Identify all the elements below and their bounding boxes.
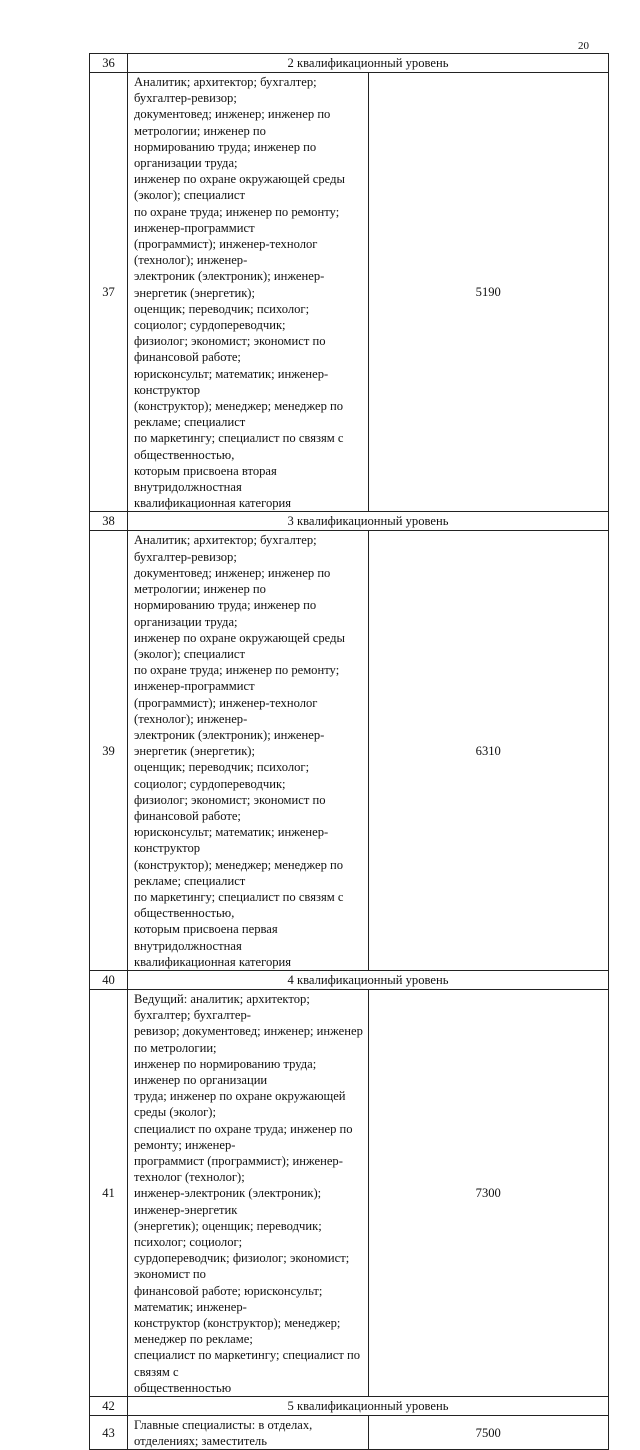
position-list-line: по маркетингу; специалист по связям с общественностью, — [134, 431, 344, 462]
position-list-line: ревизор; документовед; инженер; инженер по метрологии; — [134, 1024, 363, 1055]
position-list-line: программист (программист); инженер-технолог (технолог); — [134, 1154, 343, 1185]
position-list-line: сурдопереводчик; физиолог; экономист; экономист по — [134, 1251, 350, 1282]
position-list-line: оценщик; переводчик; психолог; социолог; сурдопереводчик; — [134, 760, 310, 791]
row-number-cell: 43 — [90, 1416, 128, 1450]
position-list-line: физиолог; экономист; экономист по финансовой работе; — [134, 792, 326, 823]
position-list-line: электроник (электроник); инженер-энергетик (энергетик); — [134, 727, 325, 759]
position-list-line: (энергетик); оценщик; переводчик; психолог; социолог; — [134, 1218, 322, 1250]
position-list-line: инженер-электроник (электроник); инженер-энергетик — [134, 1186, 322, 1217]
level-row — [90, 970, 609, 989]
position-list-line: Главные специалисты: в отделах, отделениях; заместитель — [134, 1418, 313, 1449]
position-list-line: квалификационная категория — [134, 954, 292, 969]
salary-table — [89, 53, 609, 1450]
salary-value-cell: 7500 — [368, 1416, 609, 1450]
salary-value-cell: 5190 — [368, 73, 609, 512]
position-list-cell — [128, 989, 369, 1396]
qualification-level-cell: 3 квалификационный уровень — [128, 512, 609, 531]
page-number: 20 — [578, 40, 589, 52]
qualification-level-cell: 5 квалификационный уровень — [128, 1397, 609, 1416]
item-row — [90, 1416, 609, 1450]
position-list-line: (конструктор); менеджер; менеджер по рекламе; специалист — [134, 857, 344, 888]
position-list-line: (конструктор); менеджер; менеджер по рекламе; специалист — [134, 399, 344, 430]
position-list-line: документовед; инженер; инженер по метрологии; инженер по — [134, 107, 331, 138]
position-list-line: конструктор (конструктор); менеджер; менеджер по рекламе; — [134, 1316, 341, 1347]
position-list-line: юрисконсульт; математик; инженер-конструктор — [134, 366, 329, 397]
position-list-line: по охране труда; инженер по ремонту; инженер-программист — [134, 204, 340, 235]
position-list-line: инженер по охране окружающей среды (эколог); специалист — [134, 172, 345, 203]
position-list-line: труда; инженер по охране окружающей среды (эколог); — [134, 1089, 346, 1120]
position-list-line: юрисконсульт; математик; инженер-конструктор — [134, 825, 329, 856]
qualification-level-cell: 4 квалификационный уровень — [128, 970, 609, 989]
position-list-line: Ведущий: аналитик; архитектор; бухгалтер; бухгалтер- — [134, 991, 310, 1023]
item-row — [90, 73, 609, 512]
position-list-line: инженер по охране окружающей среды (эколог); специалист — [134, 630, 345, 661]
row-number-cell: 39 — [90, 531, 128, 970]
position-list-line: Аналитик; архитектор; бухгалтер; бухгалтер-ревизор; — [134, 75, 317, 106]
row-number-cell: 40 — [90, 970, 128, 989]
position-list-line: физиолог; экономист; экономист по финансовой работе; — [134, 334, 326, 365]
row-number-cell: 37 — [90, 73, 128, 512]
item-row — [90, 989, 609, 1396]
row-number-cell: 41 — [90, 989, 128, 1396]
row-number-cell: 42 — [90, 1397, 128, 1416]
salary-value-cell: 7300 — [368, 989, 609, 1396]
position-list-line: которым присвоена вторая внутридолжностная — [134, 463, 277, 495]
position-list-line: по маркетингу; специалист по связям с общественностью, — [134, 889, 344, 921]
position-list-line: нормированию труда; инженер по организации труда; — [134, 139, 317, 171]
salary-table-body — [90, 54, 609, 1450]
position-list-line: по охране труда; инженер по ремонту; инженер-программист — [134, 663, 340, 694]
qualification-level-cell: 2 квалификационный уровень — [128, 54, 609, 73]
position-list-line: которым присвоена первая внутридолжностная — [134, 922, 278, 953]
position-list-line: электроник (электроник); инженер-энергетик (энергетик); — [134, 269, 325, 300]
salary-value-cell: 6310 — [368, 531, 609, 970]
position-list-cell — [128, 73, 369, 512]
position-list-line: специалист по маркетингу; специалист по связям с — [134, 1348, 361, 1379]
position-list-cell — [128, 1416, 369, 1450]
level-row — [90, 54, 609, 73]
level-row — [90, 1397, 609, 1416]
row-number-cell: 36 — [90, 54, 128, 73]
position-list-line: финансовой работе; юрисконсульт; математик; инженер- — [134, 1283, 323, 1314]
position-list-line: общественностью — [134, 1380, 232, 1395]
level-row — [90, 512, 609, 531]
position-list-line: специалист по охране труда; инженер по ремонту; инженер- — [134, 1121, 353, 1152]
position-list-line: (программист); инженер-технолог (технолог); инженер- — [134, 237, 318, 268]
position-list-line: квалификационная категория — [134, 496, 292, 511]
position-list-line: нормированию труда; инженер по организации труда; — [134, 598, 317, 629]
position-list-line: Аналитик; архитектор; бухгалтер; бухгалтер-ревизор; — [134, 533, 317, 564]
position-list-line: (программист); инженер-технолог (технолог); инженер- — [134, 695, 318, 726]
position-list-line: документовед; инженер; инженер по метрологии; инженер по — [134, 565, 331, 597]
position-list-line: оценщик; переводчик; психолог; социолог; сурдопереводчик; — [134, 301, 310, 333]
row-number-cell: 38 — [90, 512, 128, 531]
position-list-line: инженер по нормированию труда; инженер по организации — [134, 1056, 317, 1087]
